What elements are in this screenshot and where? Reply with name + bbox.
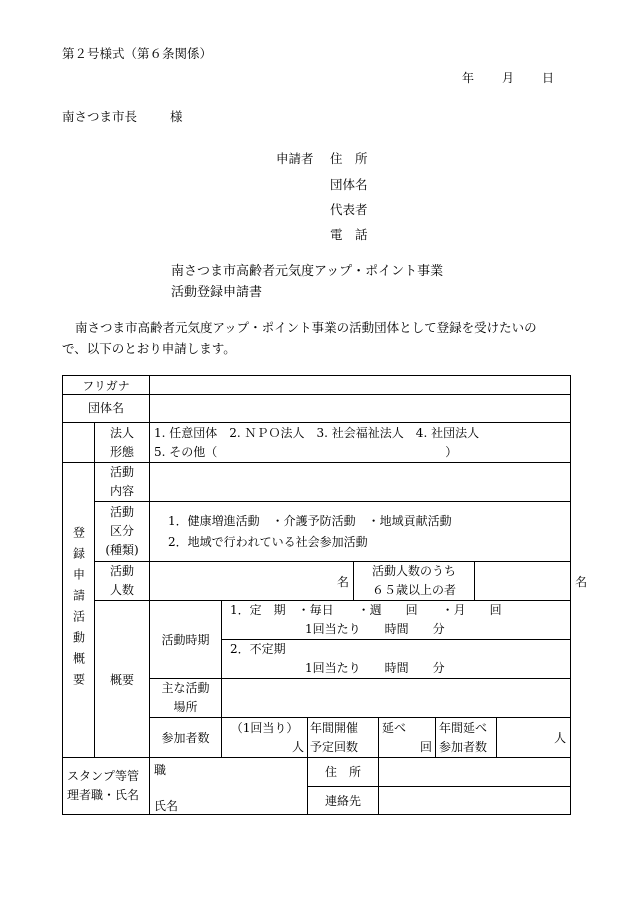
document-title-line2: 活動登録申請書 [171,285,263,300]
regular-schedule-line1: 1．定 期 ・毎日 ・週 回 ・月 回 [230,603,502,617]
addressee-honorific: 様 [170,109,183,124]
participants-label: 参加者数 [150,718,222,758]
main-place-label: 主な活動 場所 [150,679,222,718]
furigana-field[interactable] [150,376,571,395]
stamp-manager-field[interactable] [150,758,308,815]
activity-count-field[interactable]: 名 [150,562,354,601]
corp-type-options[interactable] [150,423,571,463]
applicant-rep-label: 代表者 [330,202,368,217]
date-month: 月 [502,71,515,85]
furigana-label: フリガナ [63,376,150,395]
manager-address-field[interactable] [379,758,571,787]
corp-type-options-line2: 5. その他（ ） [154,444,458,459]
irregular-schedule-line2: 1回当たり 時間 分 [305,661,445,675]
activity-category-option-2: 2．地域で行われている社会参加活動 [168,534,368,549]
participants-per-session-field[interactable] [222,718,308,758]
activity-category-option-1: 1．健康増進活動 ・介護予防活動 ・地域貢献活動 [168,513,452,528]
applicant-label: 申請者 [276,151,314,166]
stamp-manager-label: スタンプ等管 理者職・氏名 [63,758,150,815]
activity-category-options[interactable] [150,502,571,562]
document-title-line1: 南さつま市高齢者元気度アップ・ポイント事業 [171,264,444,279]
manager-contact-field[interactable] [379,786,571,815]
overview-label: 概要 [95,601,150,758]
group-name-label: 団体名 [63,395,150,423]
annual-total-label: 年間延べ 参加者数 [436,718,497,758]
applicant-address-label: 住 所 [330,151,368,166]
group-name-field[interactable] [150,395,571,423]
regular-schedule-line2: 1回当たり 時間 分 [305,622,445,636]
name-label: 氏名 [154,799,179,813]
application-table: フリガナ 団体名 法人 形態 1. 任意団体 2. ＮＰＯ法人 3. 社会福祉法人 4. 社団法人 5. その他（ ） 登録申請活動概要 活動 内容 活動 区分 (種類) 1．健康増進活動 ・介護予防活動 ・地域貢献活動 2．地域で行われている社会参加活動 活動 人数 名 活動人数のうち ６５歳以上の者 名 概要 活動時期 1．定 期 ・毎日 ・週 回 ・月 回 1回当たり 時間 分 2．不定期 1回当たり 時間 分 主な活動 場所 参加者数 （1回当り） 人 年間開催 予定回数 延べ 回 年間延べ 参加者数 人 スタンプ等管 理者職・氏名 職 氏名 住 所 連絡先 [62,375,571,815]
corp-type-options-line1: 1. 任意団体 2. ＮＰＯ法人 3. 社会福祉法人 4. 社団法人 [154,425,480,440]
participants-per-session-label: （1回当り） [230,720,299,735]
activity-count-label: 活動 人数 [95,562,150,601]
corp-type-label: 法人 形態 [95,423,150,463]
date-day: 日 [542,71,555,85]
main-place-field[interactable] [222,679,571,718]
irregular-schedule-line1: 2．不定期 [230,642,286,656]
form-number: 第２号様式（第６条関係） [62,46,213,61]
senior-count-field[interactable] [475,562,571,601]
regular-schedule[interactable] [222,601,571,640]
participants-per-session-unit: 人 [292,739,305,754]
post-label: 職 [154,763,167,777]
manager-contact-label: 連絡先 [308,786,379,815]
addressee-name: 南さつま市長 [62,109,138,124]
body-text-line2: で、以下のとおり申請します。 [62,341,236,356]
senior-count-label: 活動人数のうち ６５歳以上の者 [354,562,475,601]
date-year: 年 [462,71,475,85]
total-sessions-unit: 回 [420,739,433,754]
manager-address-label: 住 所 [308,758,379,787]
applicant-group-label: 団体名 [330,177,368,192]
body-text-line1: 南さつま市高齢者元気度アップ・ポイント事業の活動団体として登録を受けたいの [75,320,537,335]
total-sessions-label: 延べ [382,720,407,735]
activity-timing-label: 活動時期 [150,601,222,679]
activity-content-label: 活動 内容 [95,463,150,502]
activity-category-label: 活動 区分 (種類) [95,502,150,562]
group-name-spacer [63,423,95,463]
registration-overview-side-label: 登録申請活動概要 [63,463,95,758]
activity-content-field[interactable] [150,463,571,502]
irregular-schedule[interactable] [222,640,571,679]
annual-sessions-label: 年間開催 予定回数 [308,718,379,758]
applicant-phone-label: 電 話 [330,227,368,242]
annual-total-field[interactable]: 人 [497,718,571,758]
total-sessions-field[interactable] [379,718,436,758]
